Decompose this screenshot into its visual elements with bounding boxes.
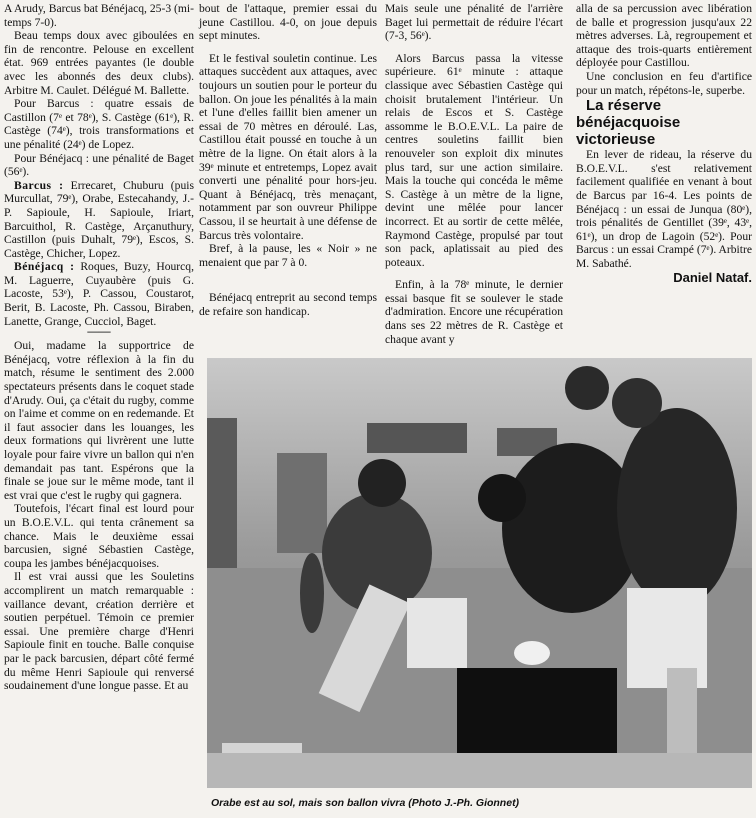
article-paragraph: Et le festival souletin continue. Les attaques succèdent aux attaques, avec toujours un soutien pour le porteur du ballon. On joue les pénalités à la main et l'une d'elles faillit bien amener un essai de 70 mètres en déroulé. Las, Castillou était poussé en touche à un mètre de la ligne. On était alors à la 39ᵉ minute et entretemps, Lopez avait converti une pénalité pour hors-jeu. Quant à Bénéjacq, très menaçant, notamment par son ouvreur Philippe Cassou, il se heurtait à une défense de Barcus très volontaire. (199, 51, 377, 242)
author-byline: Daniel Nataf. (673, 269, 752, 285)
article-paragraph: Bref, à la pause, les « Noir » ne menaient que par 7 à 0. (199, 242, 377, 269)
article-paragraph: Toutefois, l'écart final est lourd pour un B.O.E.V.L. qui tenta crânement sa chance. Mais le deuxième essai barcusien, signé Sébastien Castège, coupa les jambes bénéjacquoises. (4, 502, 194, 570)
section-separator: —— (87, 325, 111, 339)
article-paragraph: Une conclusion en feu d'artifice pour un match, répétons-le, superbe. (576, 69, 752, 97)
benejacq-lineup-players: Roques, Buzy, Hourcq, M. Laguerre, Cuyaubère (puis G. Lacoste, 53ᵉ), P. Cassou, Coustarot, Berit, B. Lacoste, Ph. Cassou, Biraben, Lanette, Grange, Cucciol, Baget. (4, 260, 194, 328)
article-column-1 (4, 2, 194, 693)
article-column-4 (576, 2, 752, 284)
benejacq-lineup (4, 260, 194, 328)
barcus-lineup (4, 179, 194, 261)
benejacq-lineup-lead: Bénéjacq : (14, 260, 75, 274)
article-paragraph: bout de l'attaque, premier essai du jeune Castillou. 4-0, on joue depuis sept minutes. (199, 2, 377, 43)
match-result: A Arudy, Barcus bat Bénéjacq, 25-3 (mi-temps 7-0). (4, 2, 194, 29)
article-paragraph: Il est vrai aussi que les Souletins accomplirent un match remarquable : vaillance devant, création derrière et soutien perpétuel. Témoin ce premier essai. Une première charge d'Henri Sapioule finit en touche. Balle conquise par le pack barcusien, départ côté fermé du même Henri Sapioule qui renversé soudainement d'une longue passe. Et au (4, 570, 194, 693)
rugby-scrum-image (207, 358, 752, 788)
article-paragraph: alla de sa percussion avec libération de balle et progression jusqu'aux 22 mètres adverses. Là, regroupement et attaque des trois-quarts entièrement déployée pour Castillou. (576, 2, 752, 70)
article-paragraph: Mais seule une pénalité de l'arrière Baget lui permettait de réduire l'écart (7-3, 56ᵉ). (385, 2, 563, 43)
article-paragraph: Enfin, à la 78ᵉ minute, le dernier essai basque fit se soulever le stade d'admiration. Encore une récupération dans ses 22 mètres de R. Castège et chaque avant y (385, 278, 563, 346)
barcus-scorers: Pour Barcus : quatre essais de Castillon (7ᵉ et 78ᵉ), S. Castège (61ᵉ), R. Castège (74ᵉ), trois transformations et une pénalité (24ᵉ) de Lopez. (4, 97, 194, 151)
barcus-lineup-lead: Barcus : (14, 178, 64, 192)
article-paragraph: Alors Barcus passa la vitesse supérieure. 61ᵉ minute : attaque classique avec Sébastien Castège qui choisit brutalement l'intérieur. Un relais de Escos et S. Castège assomme le B.O.E.V.L. La paire de centres souletins faillit bien renouveler son exploit dix minutes plus tard, sur une action similaire. Mais la touche qui concéda le même S. Castège à un mètre de la ligne, devint une mêlée pour lancer incorrect. Et au sortir de cette mêlée, Raymond Castège, propulsé par tout son pack, aplatissait au pied des poteaux. (385, 51, 563, 269)
sub-headline: La réserve bénéjacquoise victorieuse (576, 97, 681, 149)
article-column-2 (199, 2, 377, 318)
article-paragraph: Oui, madame la supportrice de Bénéjacq, votre réflexion à la fin du match, résume le sentiment des 2.000 spectateurs présents dans le coquet stade d'Arudy. Oui, ça c'était du rugby, comme on l'aime et comme on en redemande. Et il faut associer dans les louanges, les deux formations qui livrèrent une lutte loyale pour faire vivre un ballon qui n'en demandait pas tant. Espérons que la finale se joue sur le même mode, tant il est vrai que c'est le rugby qui gagnera. (4, 339, 194, 502)
barcus-lineup-players: Errecaret, Chuburu (puis Murcullat, 79ᵉ), Orabe, Estecahandy, J.-P. Sapioule, H. Sapioule, Iriart, Barcuithol, R. Castège, Arçanuthury, Castillon (puis Duhalt, 79ᵉ), Escos, S. Castège, Chicher, Lopez. (4, 178, 194, 260)
photo-caption: Orabe est au sol, mais son ballon vivra (Photo J.-Ph. Gionnet) (211, 797, 520, 809)
reserve-report: En lever de rideau, la réserve du B.O.E.V.L. s'est relativement facilement qualifiée en venant à bout de Barcus par 16-4. Les points de Bénéjacq : un essai de Junqua (80ᵉ), trois pénalités de Gentillet (39ᵉ, 43ᵉ, 61ᵉ), un drop de Lagoin (52ᵉ). Pour Barcus : un essai Crampé (7ᵉ). Arbitre M. Sabathé. (576, 148, 752, 270)
benejacq-scorers: Pour Bénéjacq : une pénalité de Baget (56ᵉ). (4, 151, 194, 179)
article-column-3 (385, 2, 563, 346)
match-conditions: Beau temps doux avec giboulées en fin de rencontre. Pelouse en excellent état. 969 entrées payantes (le double avec les abonnés des deux clubs). Arbitre M. Caulet. Délégué M. Ballette. (4, 29, 194, 97)
article-paragraph: Bénéjacq entreprit au second temps de refaire son handicap. (199, 291, 377, 318)
rugby-match-photo (207, 358, 752, 788)
